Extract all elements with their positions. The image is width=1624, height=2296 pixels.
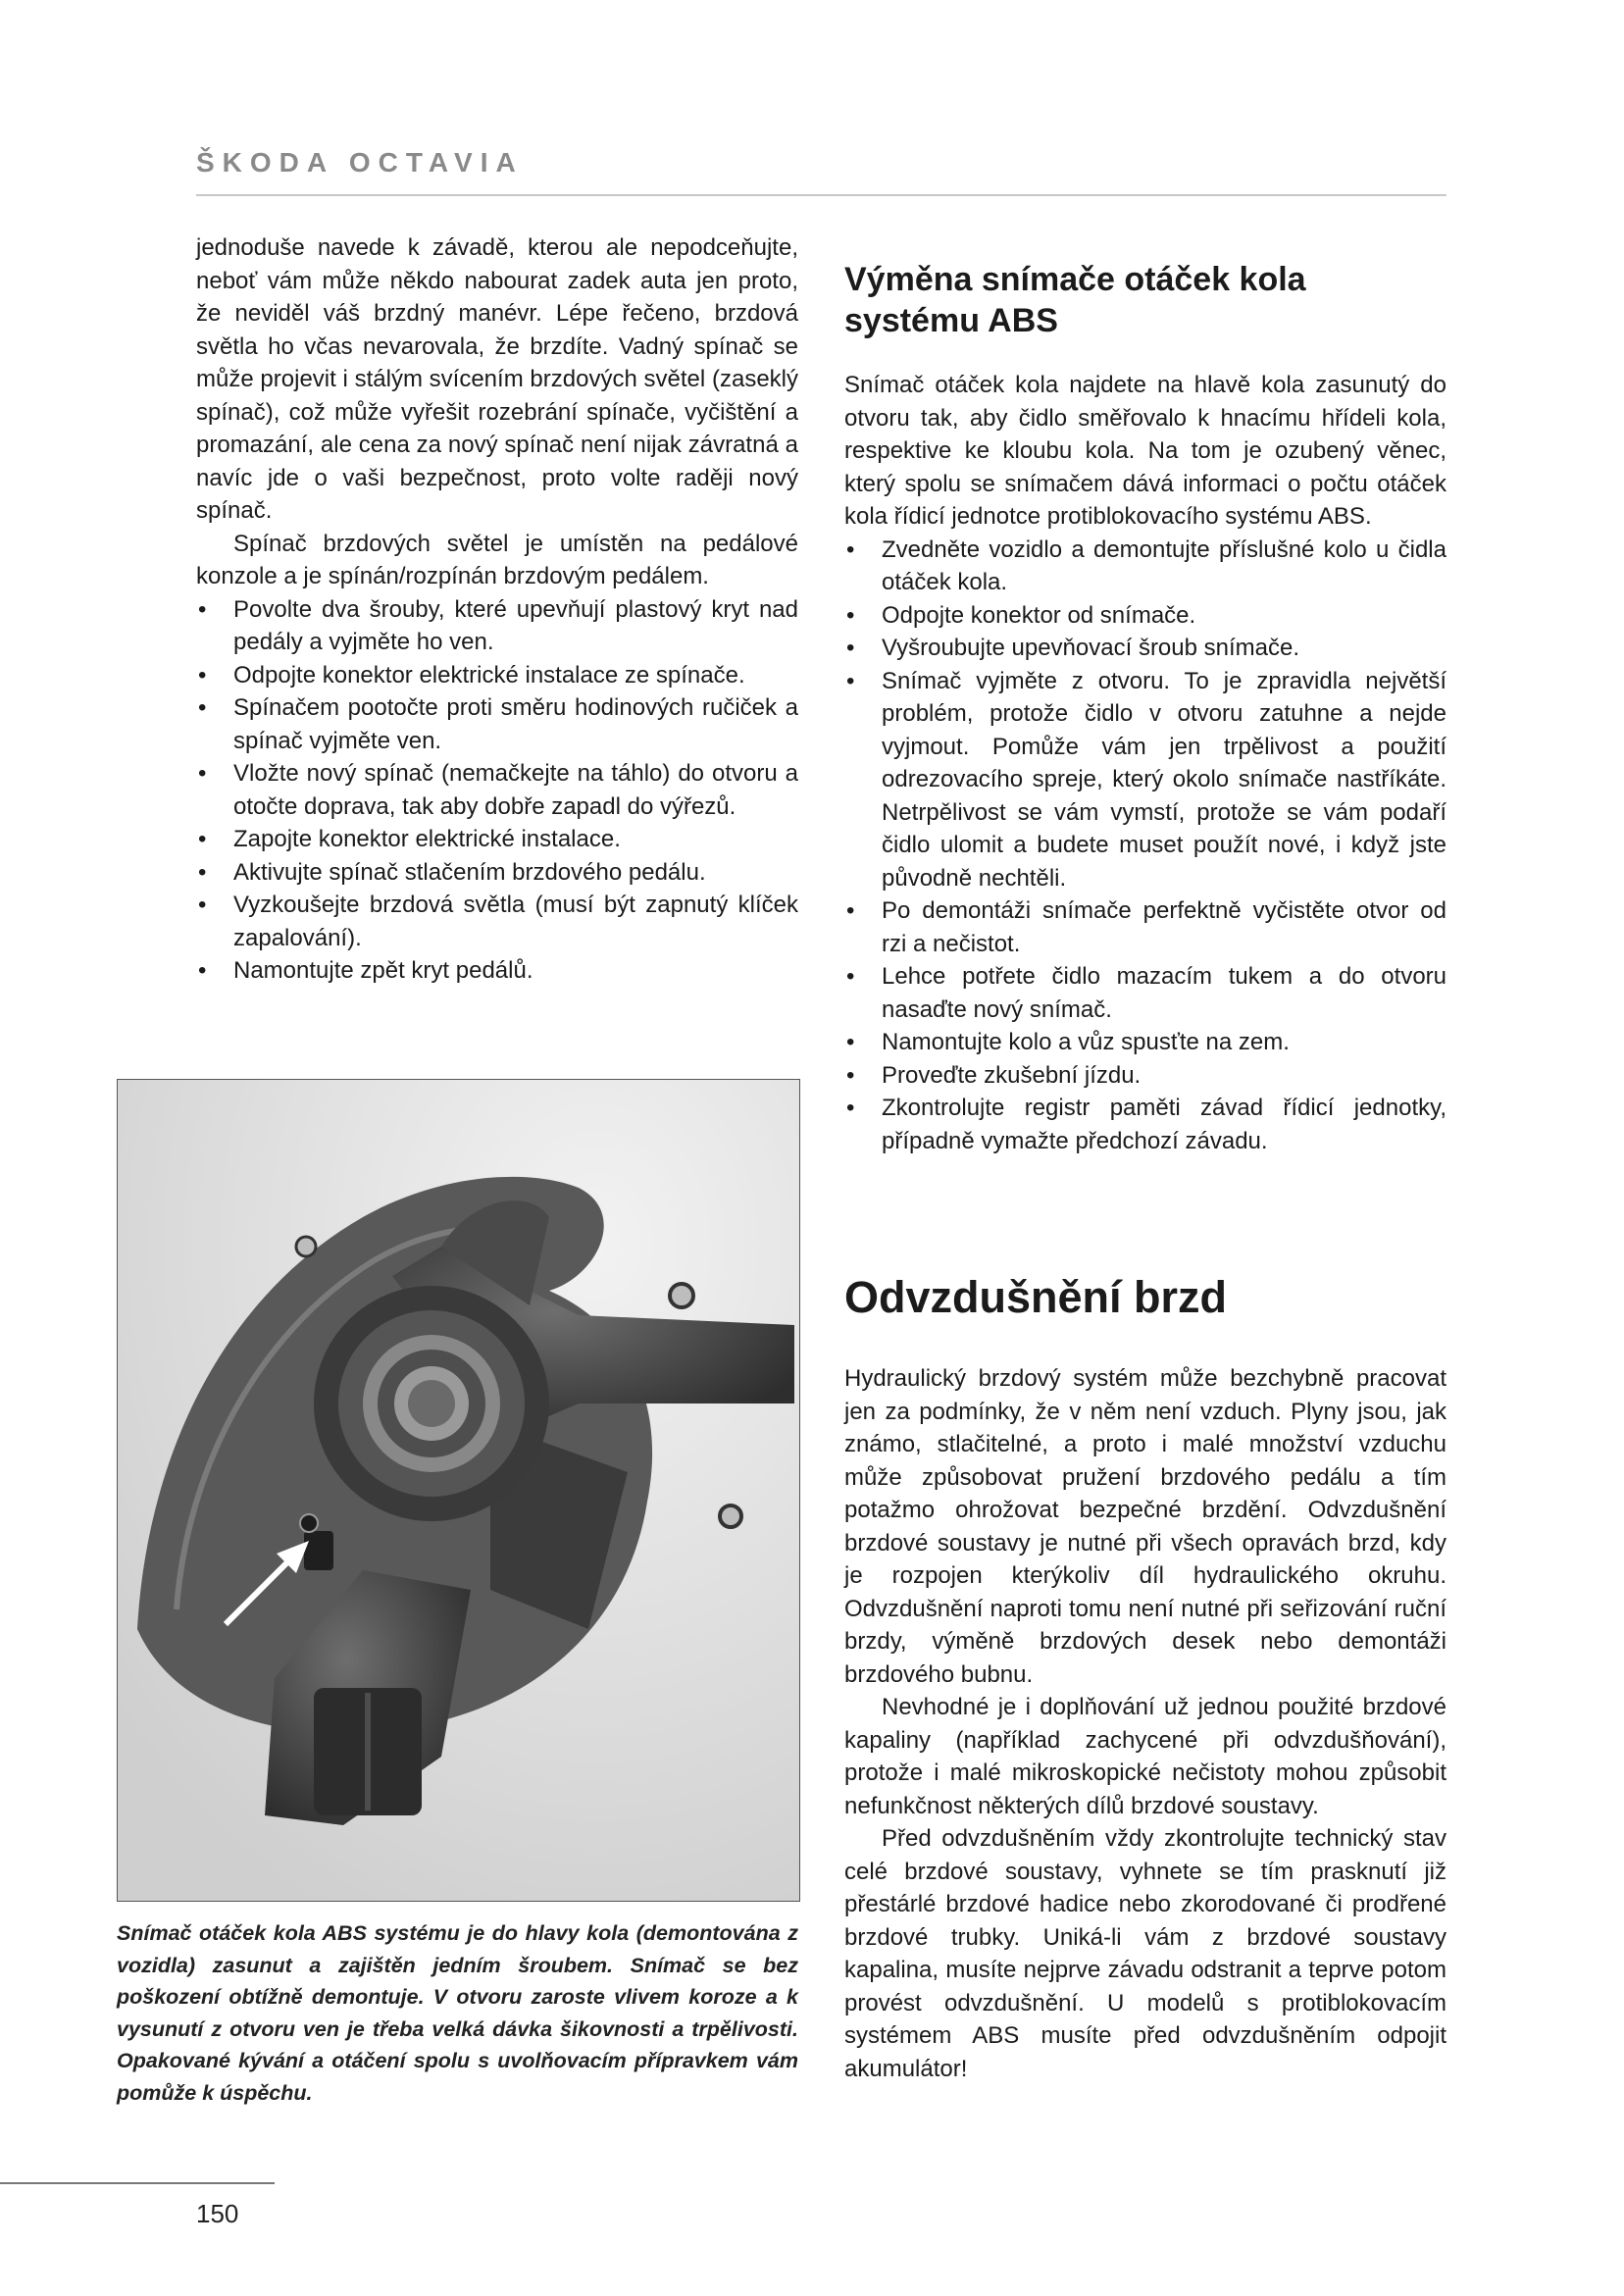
list-item: • Namontujte kolo a vůz spusťte na zem. bbox=[844, 1026, 1446, 1059]
page-number: 150 bbox=[196, 2199, 239, 2228]
left-column bbox=[196, 231, 798, 988]
left-bullet-list bbox=[196, 593, 798, 988]
list-item: • Vložte nový spínač (nemačkejte na táhlo) do otvoru a otočte doprava, tak aby dobře zapadl do výřezů. bbox=[196, 757, 798, 823]
list-item: • Vyšroubujte upevňovací šroub snímače. bbox=[844, 632, 1446, 665]
list-item: • Zapojte konektor elektrické instalace. bbox=[196, 823, 798, 856]
header-rule bbox=[196, 194, 1446, 196]
list-item: • Vyzkoušejte brzdová světla (musí být zapnutý klíček zapalování). bbox=[196, 889, 798, 954]
brake-paragraph-3: Před odvzdušněním vždy zkontrolujte technický stav celé brzdové soustavy, vyhnete se tím prasknutí již přestárlé brzdové hadice nebo zkorodované či prodřené brzdové trubky. Uniká-li vám z brzdové soustavy kapalina, musíte nejprve závadu odstranit a teprve potom provést odvzdušnění. U modelů s protiblokovacím systémem ABS musíte před odvzdušněním odpojit akumulátor! bbox=[844, 1825, 1446, 2082]
list-item: • Lehce potřete čidlo mazacím tukem a do otvoru nasaďte nový snímač. bbox=[844, 960, 1446, 1026]
list-item: • Odpojte konektor elektrické instalace ze spínače. bbox=[196, 659, 798, 692]
list-item: • Aktivujte spínač stlačením brzdového pedálu. bbox=[196, 856, 798, 890]
list-item: • Po demontáži snímače perfektně vyčistěte otvor od rzi a nečistot. bbox=[844, 894, 1446, 960]
list-item: • Proveďte zkušební jízdu. bbox=[844, 1059, 1446, 1093]
brake-bleeding-heading: Odvzdušnění brzd bbox=[844, 1272, 1228, 1322]
left-paragraph-2: Spínač brzdových světel je umístěn na pedálové konzole a je spínán/rozpínán brzdovým pedálem. bbox=[196, 530, 798, 589]
footer-rule bbox=[0, 2182, 275, 2184]
list-item: • Zvedněte vozidlo a demontujte příslušné kolo u čidla otáček kola. bbox=[844, 534, 1446, 599]
list-item: • Spínačem pootočte proti směru hodinových ručiček a spínač vyjměte ven. bbox=[196, 691, 798, 757]
brake-bleeding-section bbox=[844, 1270, 1446, 2085]
running-header: ŠKODA OCTAVIA bbox=[196, 147, 524, 178]
brake-paragraph-1: Hydraulický brzdový systém může bezchybně pracovat jen za podmínky, že v něm není vzduch. Plyny jsou, jak známo, stlačitelné, a proto i malé množství vzduchu může způsobovat pružení brzdového pedálu a tím potažmo ohrožovat bezpečné brzdění. Odvzdušnění brzdové soustavy je nutné při všech opravách brzd, kdy je rozpojen kterýkoliv díl hydraulického okruhu. Odvzdušnění naproti tomu není nutné při seřizování ruční brzdy, výměně brzdových desek nebo demontáži brzdového bubnu. bbox=[844, 1365, 1446, 1688]
list-item: • Namontujte zpět kryt pedálů. bbox=[196, 954, 798, 988]
abs-sensor-section bbox=[844, 259, 1446, 1157]
abs-section-heading: Výměna snímače otáček kola systému ABS bbox=[844, 261, 1306, 339]
brake-paragraph-2: Nevhodné je i doplňování už jednou použité brzdové kapaliny (například zachycené při odvzdušňování), protože i malé mikroskopické nečistoty mohou způsobit nefunkčnost některých dílů brzdové soustavy. bbox=[844, 1694, 1446, 1819]
list-item: • Povolte dva šrouby, které upevňují plastový kryt nad pedály a vyjměte ho ven. bbox=[196, 593, 798, 659]
abs-bullet-list bbox=[844, 534, 1446, 1158]
list-item: • Snímač vyjměte z otvoru. To je zpravidla největší problém, protože čidlo v otvoru zatuhne a nejde vyjmout. Pomůže vám jen trpělivost a použití odrezovacího spreje, který okolo snímače nastříkáte. Netrpělivost se vám vymstí, protože se vám podaří čidlo ulomit a budete muset použít nové, i když jste původně nechtěli. bbox=[844, 665, 1446, 895]
left-paragraph-1: jednoduše navede k závadě, kterou ale nepodceňujte, neboť vám může někdo nabourat zadek auta jen proto, že neviděl váš brzdný manévr. Lépe řečeno, brzdová světla ho včas nevarovala, že brzdíte. Vadný spínač se může projevit i stálým svícením brzdových světel (zaseklý spínač), což může vyřešit rozebrání spínače, vyčištění a promazání, ale cena za nový spínač není nijak závratná a navíc jde o vaši bezpečnost, proto volte raději nový spínač. bbox=[196, 234, 798, 524]
list-item: • Odpojte konektor od snímače. bbox=[844, 599, 1446, 633]
abs-intro-paragraph: Snímač otáček kola najdete na hlavě kola zasunutý do otvoru tak, aby čidlo směřovalo k hnacímu hřídeli kola, respektive ke kloubu kola. Na tom je ozubený věnec, který spolu se snímačem dává informaci o počtu otáček kola řídicí jednotce protiblokovacího systému ABS. bbox=[844, 372, 1446, 530]
photo-caption: Snímač otáček kola ABS systému je do hlavy kola (demontována z vozidla) zasunut a zajištěn jedním šroubem. Snímač se bez poškození obtížně demontuje. V otvoru zaroste vlivem koroze a k vysunutí z otvoru ven je třeba velká dávka šikovnosti a trpělivosti. Opakované kývání a otáčení spolu s uvolňovacím přípravkem vám pomůže k úspěchu. bbox=[117, 1921, 798, 2105]
list-item: • Zkontrolujte registr paměti závad řídicí jednotky, případně vymažte předchozí závadu. bbox=[844, 1092, 1446, 1157]
wheel-hub-photo bbox=[117, 1079, 800, 1902]
